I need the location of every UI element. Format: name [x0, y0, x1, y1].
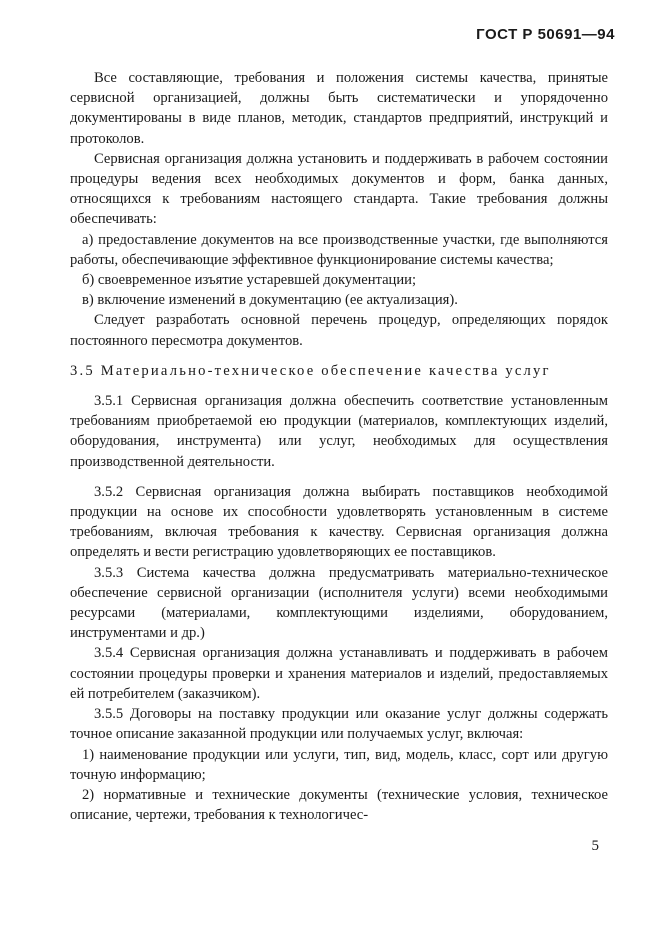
paragraph-review-procedures: Следует разработать основной перечень процедур, определяющих порядок постоянного пересмотра документов. [70, 312, 608, 349]
list-item-2: 2) нормативные и технические документы (технические условия, техническое описание, чертежи, требования к технологичес- [70, 786, 608, 824]
document-body [70, 68, 608, 825]
list-item-a: а) предоставление документов на все производственные участки, где выполняются работы, обеспечивающие эффективное функционирование системы качества; [70, 231, 608, 268]
clause-3-5-5: 3.5.5 Договоры на поставку продукции или оказание услуг должны содержать точное описание заказанной продукции или получаемых услуг, включая: [70, 706, 608, 743]
section-heading-3-5: 3.5 Материально-техническое обеспечение качества услуг [70, 362, 551, 379]
list-item-c: в) включение изменений в документацию (ее актуализация). [82, 292, 458, 309]
clause-3-5-3: 3.5.3 Система качества должна предусматривать материально-техническое обеспечение сервисной организации (исполнителя услуги) всеми необходимыми ресурсами (материалами, комплектующими изделиями, оборудованием, инструментами и др.) [70, 564, 608, 642]
standard-code-header: ГОСТ Р 50691—94 [476, 26, 615, 43]
paragraph-procedures: Сервисная организация должна установить и поддерживать в рабочем состоянии процедуры ведения всех необходимых документов и форм, банка данных, относящихся к требованиям настоящего стандарта. Такие требования должны обеспечивать: [70, 150, 608, 228]
page-number: 5 [591, 838, 599, 854]
list-item-b: б) своевременное изъятие устаревшей документации; [82, 272, 417, 289]
clause-3-5-4: 3.5.4 Сервисная организация должна устанавливать и поддерживать в рабочем состоянии процедуры проверки и хранения материалов и изделий, предоставляемых ей потребителем (заказчиком). [70, 645, 608, 702]
clause-3-5-2: 3.5.2 Сервисная организация должна выбирать поставщиков необходимой продукции на основе их способности удовлетворять установленным в системе требованиям, включая требования к качеству. Сервисная организация должна определять и вести регистрацию удовлетворяющих ее поставщиков. [70, 483, 608, 561]
clause-3-5-1: 3.5.1 Сервисная организация должна обеспечить соответствие установленным требованиям приобретаемой ею продукции (материалов, комплектующих изделий, оборудования, инструмента) или услуг, необходимых для осуществления производственной деятельности. [70, 393, 608, 470]
list-item-1: 1) наименование продукции или услуги, тип, вид, модель, класс, сорт или другую точную информацию; [70, 746, 608, 783]
paragraph-documentation: Все составляющие, требования и положения системы качества, принятые сервисной организацией, должны быть систематически и упорядоченно документированы в виде планов, методик, стандартов предприятий, инструкций и протоколов. [70, 70, 608, 147]
